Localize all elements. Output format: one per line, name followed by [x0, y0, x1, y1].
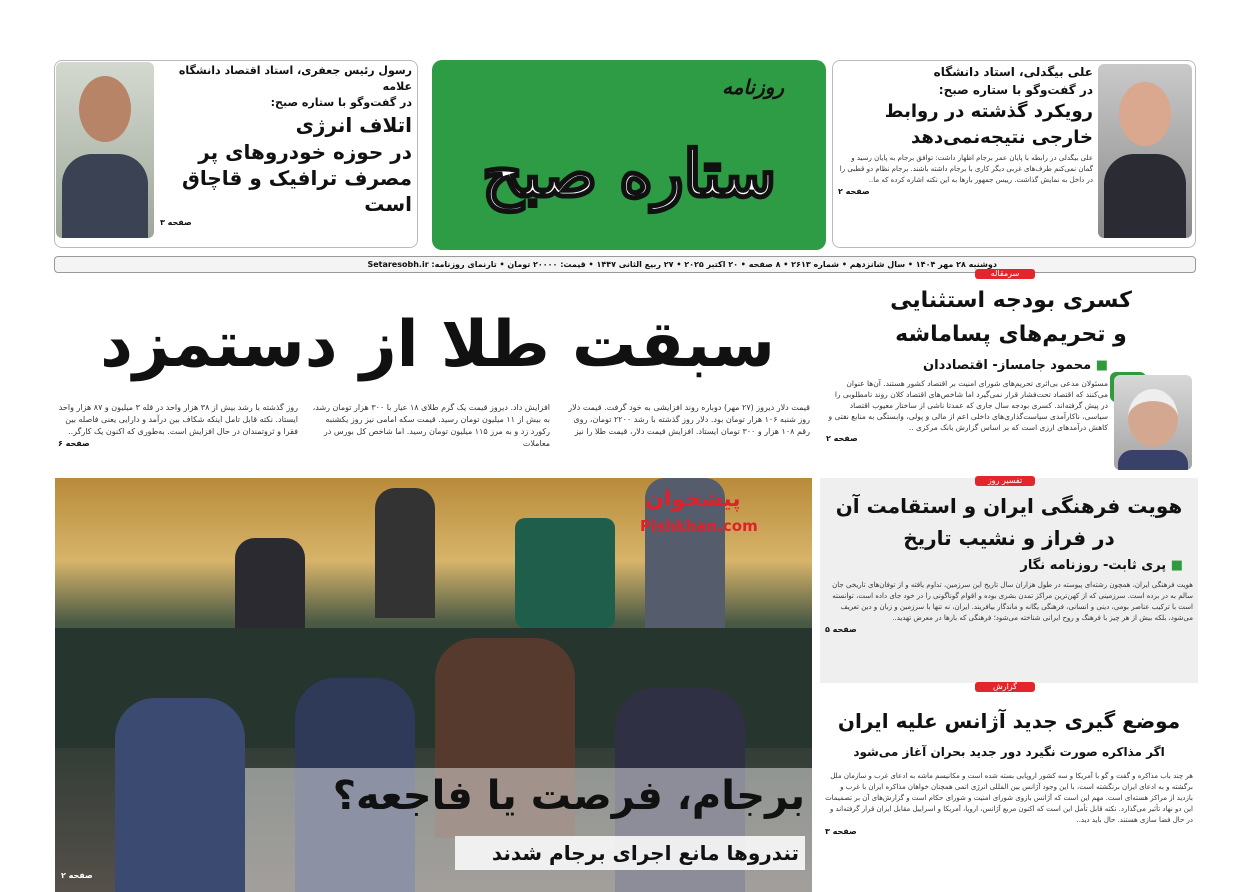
page-ref: صفحه ۲: [838, 187, 870, 196]
editorial-body: مسئولان مدعی بی‌اثری تحریم‌های شورای امنیت بر اقتصاد کشور هستند. آن‌ها عنوان می‌کنند که اقتصاد تحت‌فشار قرار نمی‌گیرد اما شاخص‌های اقتصاد کلان روند نامطلوبی را در پیش گرفته‌اند. کسری بودجه سال جاری که عمدتا ناشی از ساختار معیوب اقتصاد سیاسی، ناکارآمدی سیاست‌گذاری‌های داخلی اعم از مالی و پولی، وابستگی به منابع نفتی و کاهش درآمدهای ارزی است که بر اساس گزارش بانک مرکزی ..: [828, 379, 1108, 432]
headline: کسری بودجه استثنایی: [890, 288, 1132, 313]
headline: و تحریم‌های پساماشه: [895, 322, 1127, 347]
dateline-text: دوشنبه ۲۸ مهر ۱۴۰۴ • سال شانزدهم • شماره ۲۶۱۳ • ۸ صفحه • ۲۰ اکتبر ۲۰۲۵ • ۲۷ ربیع الثانی ۱۴۴۷ • قیمت: ۲۰۰۰۰ تومان • تارنمای روزنامه: Setaresobh.ir: [367, 260, 997, 269]
byline: ■ محمود جامساز- اقتصاددان: [826, 356, 1108, 376]
section-tag: سرمقاله: [975, 269, 1035, 279]
kicker: علی بیگدلی، استاد دانشگاه: [933, 65, 1093, 79]
subhead: اگر مذاکره صورت نگیرد دور جدید بحران آغاز می‌شود: [853, 745, 1165, 759]
byline: ■ پری ثابت- روزنامه نگار: [825, 556, 1183, 576]
main-col-1: قیمت دلار دیروز (۲۷ مهر) دوباره روند افزایشی به خود گرفت. قیمت دلار روز شنبه ۱۰۶ هزار تومان بود. دلار روز گذشته با رشد ۲۲۰۰ تومان، روی رقم ۱۰۸ هزار و ۳۰۰ تومان ایستاد. افزایش قیمت دلار، قیمت طلا را نیز: [568, 403, 810, 436]
watermark-url: Pishkhan.com: [640, 517, 758, 535]
page-ref: صفحه ۳: [160, 218, 192, 227]
headline: هویت فرهنگی ایران و استقامت آن: [835, 494, 1183, 518]
kicker: رسول رئیس جعفری، استاد اقتصاد دانشگاه علامه: [178, 64, 412, 93]
photo-headline: برجام، فرصت یا فاجعه؟: [332, 773, 805, 819]
jamsaz-photo: [1114, 375, 1192, 470]
headline: در حوزه خودروهای پر مصرف ترافیک و قاچاق است: [181, 140, 412, 216]
section-tag: گزارش: [975, 682, 1035, 692]
commentary-body: هویت فرهنگی ایران، همچون رشته‌ای پیوسته در طول هزاران سال تاریخ این سرزمین، تداوم یافته و از توفان‌های تاریخی جان سالم به در برده است. سرزمینی که از کهن‌ترین مراکز تمدن بشری بوده و اقوام گوناگونی را در خود جای داده است، توانسته است با ترکیب عناصر بومی، دینی و انسانی، فرهنگی یگانه و ماندگار بیافریند. ایران، نه تنها با سرزمین و زبان و دین تعریف می‌شود، بلکه بیش از هر چیز با فرهنگ و روح ایرانی شناخته می‌شود؛ فرهنگی که بارها در معرض تهدید..: [832, 581, 1193, 622]
parliament-photo: [55, 478, 812, 892]
main-col-3: روز گذشته با رشد بیش از ۳۸ هزار واحد در قله ۳ میلیون و ۸۷ هزار واحد ایستاد. نکته قابل تامل اینکه شکاف بین درآمد و دارایی یعنی فاصله بین فقرا و ثروتمندان در حال افزایش است. به‌طوری که اکنون یک کارگر..: [58, 403, 298, 436]
bigdeli-photo: [1098, 64, 1192, 238]
report-body: هر چند باب مذاکره و گفت و گو با آمریکا و سه کشور اروپایی بسته شده است و مکانیسم ماشه به ادعای غرب و سازمان ملل برگشته و به ادعای ایران برنگشته است، با این وجود آژانس بین المللی انرژی اتمی همچنان خواهان مذاکره ایران با غرب و بازدید از مراکز هسته‌ای است. مهم این است که آژانس بازوی شورای امنیت و شورای حکام است و گزارش‌های آن بر تصمیمات این دو نهاد تأثیر می‌گذارد. نکته قابل تأمل این است که اکنون مربع آژانس، اروپا، آمریکا و اسراییل مقابل ایران قرار گرفته‌اند و در حال فضا سازی هستند. حال باید دید..: [825, 772, 1193, 824]
masthead-label: روزنامه: [722, 75, 785, 99]
watermark-logo: پیشخوان: [645, 487, 741, 512]
headline: اتلاف انرژی: [295, 113, 412, 137]
summary: علی بیگدلی در رابطه با پایان عمر برجام اظهار داشت: توافق برجام به پایان رسید و گمان نمی‌کنم طرف‌های غربی دیگر کاری با برجام داشته باشند. برجام نظام دو قطبی را در داخل به نمایش گذاشت. رییس جمهور بارها به این نکته اشاره کرده که ما..: [839, 154, 1093, 184]
kicker: در گفت‌وگو با ستاره صبح:: [938, 83, 1093, 97]
page-ref: صفحه ۵: [825, 625, 857, 634]
masthead-logo: ستاره صبح: [481, 137, 777, 212]
headline: موضع گیری جدید آژانس علیه ایران: [837, 709, 1181, 733]
page-ref: صفحه ۲: [826, 434, 858, 443]
main-headline: سبقت طلا از دستمزد: [100, 308, 775, 382]
headline: در فراز و نشیب تاریخ: [903, 526, 1115, 550]
headline: رویکرد گذشته در روابط خارجی نتیجه‌نمی‌دهد: [884, 101, 1093, 148]
photo-subhead: تندروها مانع اجرای برجام شدند: [455, 836, 805, 870]
masthead: [432, 60, 826, 250]
page-ref: صفحه ۳: [825, 827, 857, 836]
section-tag: تفسیر روز: [975, 476, 1035, 486]
main-col-2: افزایش داد. دیروز قیمت یک گرم طلای ۱۸ عیار با ۳۰۰ هزار تومان رشد، به بیش از ۱۱ میلیون تومان رسید. قیمت سکه امامی نیز روز یکشنبه رکورد زد و به مرز ۱۱۵ میلیون تومان رسید. اما شاخص کل بورس در معاملات: [312, 403, 550, 448]
page-ref: صفحه ۶: [58, 439, 90, 448]
jafari-photo: [56, 62, 154, 238]
kicker: در گفت‌وگو با ستاره صبح:: [270, 96, 412, 109]
page-ref: صفحه ۲: [61, 871, 93, 880]
